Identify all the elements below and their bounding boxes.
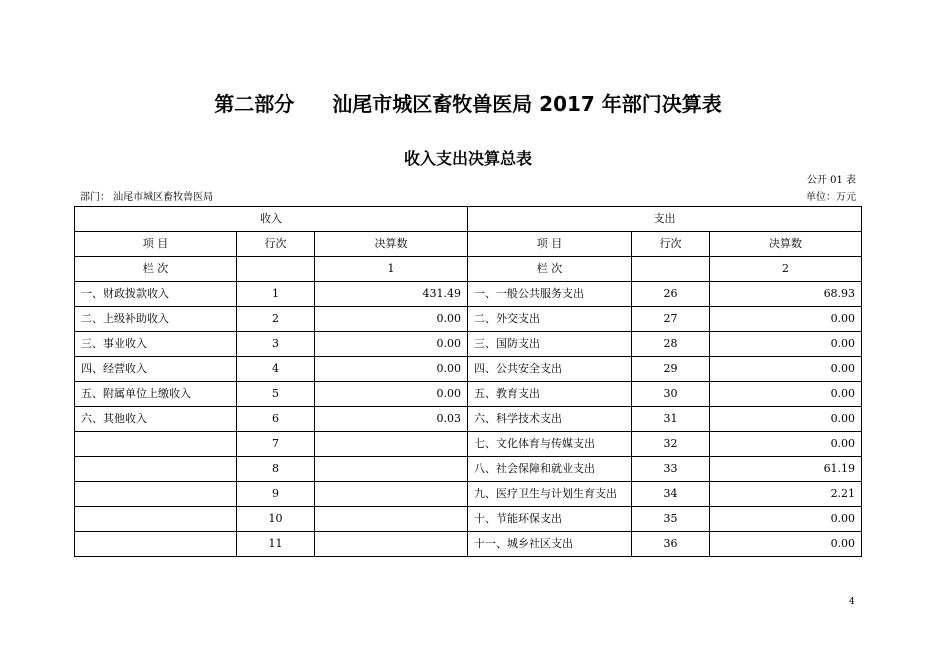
- income-amount-cell: 431.49: [315, 282, 468, 307]
- income-line-cell: 1: [237, 282, 315, 307]
- expense-line-cell: 27: [632, 307, 710, 332]
- income-line-cell: 11: [237, 532, 315, 557]
- expense-amount-cell: 0.00: [710, 432, 862, 457]
- department-label: 部门： 汕尾市城区畜牧兽医局: [80, 192, 214, 203]
- income-item-cell: [75, 532, 237, 557]
- income-item-cell: 五、附属单位上缴收入: [75, 382, 237, 407]
- income-header: 收入: [75, 207, 468, 232]
- income-line-cell: 7: [237, 432, 315, 457]
- income-line-cell: 6: [237, 407, 315, 432]
- income-item-cell: [75, 507, 237, 532]
- table-row: [75, 407, 862, 432]
- table-row: [75, 332, 862, 357]
- expense-item-cell: 十一、城乡社区支出: [468, 532, 632, 557]
- table-row: [75, 457, 862, 482]
- col-line-header: 行次: [237, 232, 315, 257]
- col-index-label-right: 栏 次: [468, 257, 632, 282]
- col-amount-header: 决算数: [315, 232, 468, 257]
- table-row: [75, 382, 862, 407]
- expense-line-cell: 33: [632, 457, 710, 482]
- expense-line-cell: 35: [632, 507, 710, 532]
- income-line-cell: 10: [237, 507, 315, 532]
- expense-header: 支出: [468, 207, 862, 232]
- expense-item-cell: 九、医疗卫生与计划生育支出: [468, 482, 632, 507]
- expense-item-cell: 三、国防支出: [468, 332, 632, 357]
- expense-amount-cell: 68.93: [710, 282, 862, 307]
- expense-amount-cell: 0.00: [710, 407, 862, 432]
- table-row: [75, 532, 862, 557]
- expense-item-cell: 四、公共安全支出: [468, 357, 632, 382]
- column-index-row: [75, 257, 862, 282]
- page-title: [0, 88, 936, 118]
- expense-item-cell: 六、科学技术支出: [468, 407, 632, 432]
- income-item-cell: [75, 482, 237, 507]
- income-line-cell: 9: [237, 482, 315, 507]
- section-header-row: [75, 207, 862, 232]
- income-amount-cell: 0.00: [315, 332, 468, 357]
- table-row: [75, 482, 862, 507]
- expense-amount-cell: 0.00: [710, 357, 862, 382]
- expense-line-cell: 28: [632, 332, 710, 357]
- income-amount-cell: 0.03: [315, 407, 468, 432]
- expense-item-cell: 五、教育支出: [468, 382, 632, 407]
- income-item-cell: 二、上级补助收入: [75, 307, 237, 332]
- income-amount-cell: [315, 432, 468, 457]
- expense-line-cell: 36: [632, 532, 710, 557]
- col-amount-header-right: 决算数: [710, 232, 862, 257]
- expense-amount-cell: 0.00: [710, 507, 862, 532]
- expense-amount-cell: 0.00: [710, 532, 862, 557]
- col-item-header-right: 项 目: [468, 232, 632, 257]
- expense-amount-cell: 0.00: [710, 307, 862, 332]
- expense-line-cell: 32: [632, 432, 710, 457]
- empty-cell: [237, 257, 315, 282]
- expense-item-cell: 十、节能环保支出: [468, 507, 632, 532]
- table-row: [75, 282, 862, 307]
- income-item-cell: [75, 432, 237, 457]
- income-item-cell: 一、财政拨款收入: [75, 282, 237, 307]
- income-line-cell: 3: [237, 332, 315, 357]
- income-line-cell: 5: [237, 382, 315, 407]
- income-item-cell: 六、其他收入: [75, 407, 237, 432]
- expense-amount-cell: 0.00: [710, 382, 862, 407]
- expense-amount-cell: 0.00: [710, 332, 862, 357]
- expense-line-cell: 30: [632, 382, 710, 407]
- income-item-cell: 四、经营收入: [75, 357, 237, 382]
- income-amount-cell: [315, 532, 468, 557]
- income-expense-table: [74, 206, 862, 557]
- table-subtitle: 收入支出决算总表: [403, 149, 532, 168]
- expense-item-cell: 二、外交支出: [468, 307, 632, 332]
- expense-item-cell: 八、社会保障和就业支出: [468, 457, 632, 482]
- income-amount-cell: 0.00: [315, 307, 468, 332]
- expense-amount-cell: 2.21: [710, 482, 862, 507]
- col-item-header: 项 目: [75, 232, 237, 257]
- expense-item-cell: 七、文化体育与传媒支出: [468, 432, 632, 457]
- form-code: 公开 01 表: [806, 175, 856, 186]
- income-amount-cell: 0.00: [315, 382, 468, 407]
- expense-line-cell: 26: [632, 282, 710, 307]
- column-header-row: [75, 232, 862, 257]
- expense-item-cell: 一、一般公共服务支出: [468, 282, 632, 307]
- part-label: 第二部分: [214, 92, 295, 116]
- table-body: [75, 207, 862, 557]
- income-amount-cell: [315, 482, 468, 507]
- table-row: [75, 357, 862, 382]
- income-amount-cell: [315, 507, 468, 532]
- income-amount-cell: [315, 457, 468, 482]
- income-line-cell: 2: [237, 307, 315, 332]
- table-row: [75, 507, 862, 532]
- unit-label: 单位：万元: [806, 192, 856, 203]
- expense-line-cell: 34: [632, 482, 710, 507]
- col-index-2: 2: [710, 257, 862, 282]
- income-amount-cell: 0.00: [315, 357, 468, 382]
- report-title: 汕尾市城区畜牧兽医局 2017 年部门决算表: [332, 92, 722, 116]
- table-row: [75, 432, 862, 457]
- expense-line-cell: 31: [632, 407, 710, 432]
- income-line-cell: 4: [237, 357, 315, 382]
- page-number: 4: [849, 597, 855, 607]
- col-index-1: 1: [315, 257, 468, 282]
- col-line-header-right: 行次: [632, 232, 710, 257]
- col-index-label: 栏 次: [75, 257, 237, 282]
- income-line-cell: 8: [237, 457, 315, 482]
- empty-cell: [632, 257, 710, 282]
- expense-line-cell: 29: [632, 357, 710, 382]
- expense-amount-cell: 61.19: [710, 457, 862, 482]
- income-item-cell: 三、事业收入: [75, 332, 237, 357]
- income-item-cell: [75, 457, 237, 482]
- table-row: [75, 307, 862, 332]
